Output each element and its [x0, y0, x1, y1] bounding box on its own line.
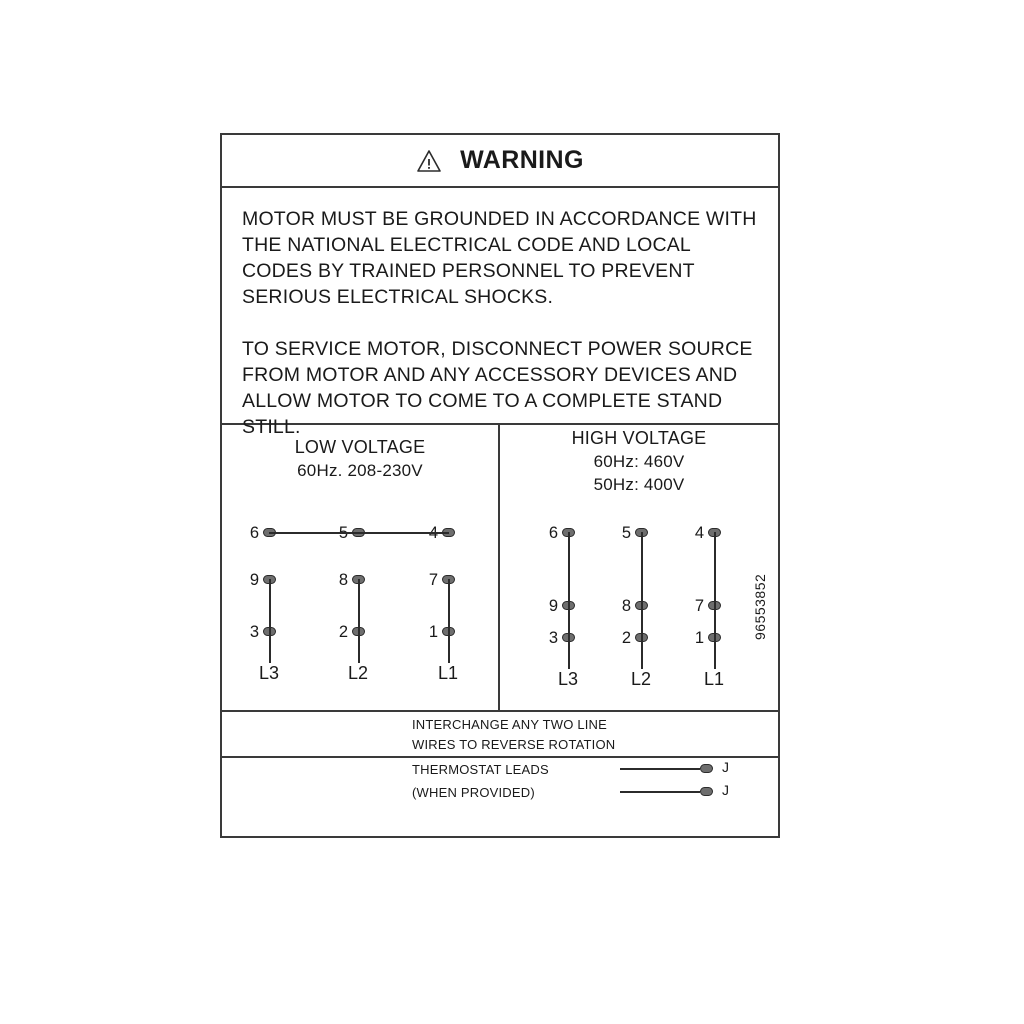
warning-header [222, 135, 778, 188]
wiring-diagrams [222, 425, 778, 712]
low-terminal-label-7: 7 [428, 571, 438, 589]
high-voltage-subtitle-2: 50Hz: 400V [593, 475, 685, 494]
thermostat-tag-1: J [722, 759, 729, 775]
low-terminal-label-3: 3 [249, 623, 259, 641]
high-terminal-label-2: 2 [621, 629, 631, 647]
thermostat-note-line-2: (WHEN PROVIDED) [412, 785, 535, 800]
high-terminal-label-6: 6 [548, 524, 558, 542]
low-voltage-subtitle-1: 60Hz. 208-230V [297, 461, 423, 480]
high-terminal-label-1: 1 [694, 629, 704, 647]
thermostat-note [222, 758, 778, 806]
warning-paragraph-2: TO SERVICE MOTOR, DISCONNECT POWER SOURCE FROM MOTOR AND ANY ACCESSORY DEVICES AND ALLOW MOTOR TO COME TO A COMPLETE STAND STILL. [242, 338, 753, 438]
warning-triangle-icon [416, 148, 442, 174]
low-terminal-label-6: 6 [249, 524, 259, 542]
thermostat-tag-2: J [722, 782, 729, 798]
low-terminal-label-1: 1 [428, 623, 438, 641]
thermostat-wire-1 [620, 768, 700, 770]
low-terminal-label-2: 2 [338, 623, 348, 641]
warning-title: WARNING [460, 146, 584, 174]
high-terminal-label-4: 4 [694, 524, 704, 542]
low-jumper-654 [269, 532, 449, 534]
high-wire-l3 [568, 532, 570, 669]
high-line-label-l3: L3 [557, 669, 579, 689]
high-terminal-label-3: 3 [548, 629, 558, 647]
high-terminal-label-9: 9 [548, 597, 558, 615]
high-terminal-label-8: 8 [621, 597, 631, 615]
thermostat-terminal-1 [700, 764, 713, 773]
thermostat-wire-2 [620, 791, 700, 793]
low-line-label-l1: L1 [437, 663, 459, 683]
thermostat-terminal-2 [700, 787, 713, 796]
high-line-label-l2: L2 [630, 669, 652, 689]
low-line-label-l3: L3 [258, 663, 280, 683]
low-voltage-title: LOW VOLTAGE [294, 437, 426, 457]
high-voltage-diagram [500, 425, 778, 710]
part-number-label: 96553852 [752, 573, 768, 640]
low-terminal-label-8: 8 [338, 571, 348, 589]
high-voltage-title: HIGH VOLTAGE [571, 428, 707, 448]
high-line-label-l1: L1 [703, 669, 725, 689]
low-terminal-label-9: 9 [249, 571, 259, 589]
high-voltage-subtitle-1: 60Hz: 460V [593, 452, 685, 471]
high-terminal-label-5: 5 [621, 524, 631, 542]
high-terminal-label-7: 7 [694, 597, 704, 615]
high-wire-l2 [641, 532, 643, 669]
thermostat-note-line-1: THERMOSTAT LEADS [412, 762, 549, 777]
rotation-note-line-1: INTERCHANGE ANY TWO LINE [412, 717, 608, 732]
rotation-note [222, 712, 778, 758]
low-voltage-diagram [222, 425, 500, 710]
rotation-note-line-2: WIRES TO REVERSE ROTATION [412, 737, 616, 752]
motor-nameplate-diagram [220, 133, 780, 838]
low-line-label-l2: L2 [347, 663, 369, 683]
high-wire-l1 [714, 532, 716, 669]
warning-paragraph-1: MOTOR MUST BE GROUNDED IN ACCORDANCE WITH THE NATIONAL ELECTRICAL CODE AND LOCAL CODES BY TRAINED PERSONNEL TO PREVENT SERIOUS ELECTRICAL SHOCKS. [242, 208, 757, 308]
